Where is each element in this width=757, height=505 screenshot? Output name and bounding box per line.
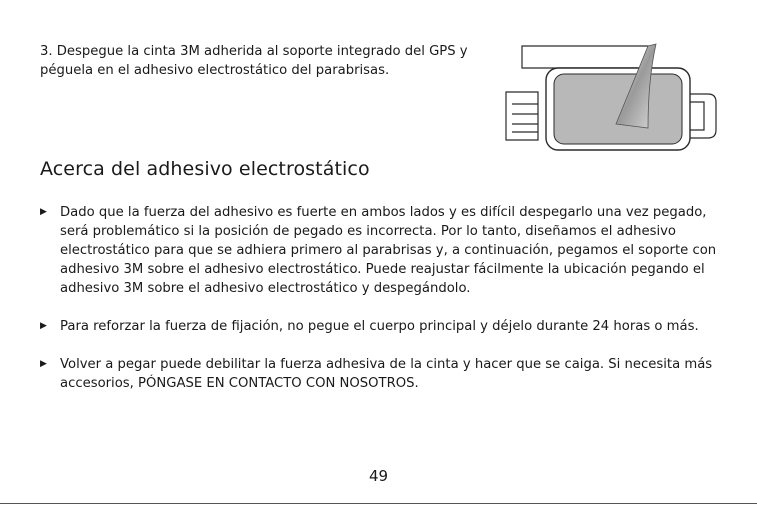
bullet-text: Dado que la fuerza del adhesivo es fuerte en ambos lados y es difícil despegarlo una vez pegado, será problemático si la posición de pegado es incorrecta. Por lo tanto, diseñamos el adhesivo electrostático para que se adhiera primero al parabrisas y, a continuación, pegamos el soporte con adhesivo 3M sobre el adhesivo electrostático. Puede reajustar fácilmente la ubicación pegando el adhesivo 3M sobre el adhesivo electrostático y despegándolo. xyxy=(60,205,717,296)
bottom-divider xyxy=(0,503,757,504)
triangle-bullet-icon: ▶ xyxy=(40,359,47,369)
gps-mount-illustration xyxy=(498,40,726,158)
page-number: 49 xyxy=(368,467,389,485)
bullet-text: Para reforzar la fuerza de fijación, no pegue el cuerpo principal y déjelo durante 24 horas o más. xyxy=(60,319,699,334)
list-item xyxy=(40,317,730,336)
triangle-bullet-icon: ▶ xyxy=(40,321,47,331)
bullet-list xyxy=(40,203,730,412)
bullet-text: Volver a pegar puede debilitar la fuerza adhesiva de la cinta y hacer que se caiga. Si necesita más accesorios, PÓNGASE EN CONTACTO CON NOSOTROS. xyxy=(60,357,713,391)
section-title: Acerca del adhesivo electrostático xyxy=(40,158,370,180)
triangle-bullet-icon: ▶ xyxy=(40,207,47,217)
list-item xyxy=(40,355,730,393)
step-instruction: 3. Despegue la cinta 3M adherida al soporte integrado del GPS y péguela en el adhesivo electrostático del parabrisas. xyxy=(40,44,468,78)
list-item xyxy=(40,203,730,298)
